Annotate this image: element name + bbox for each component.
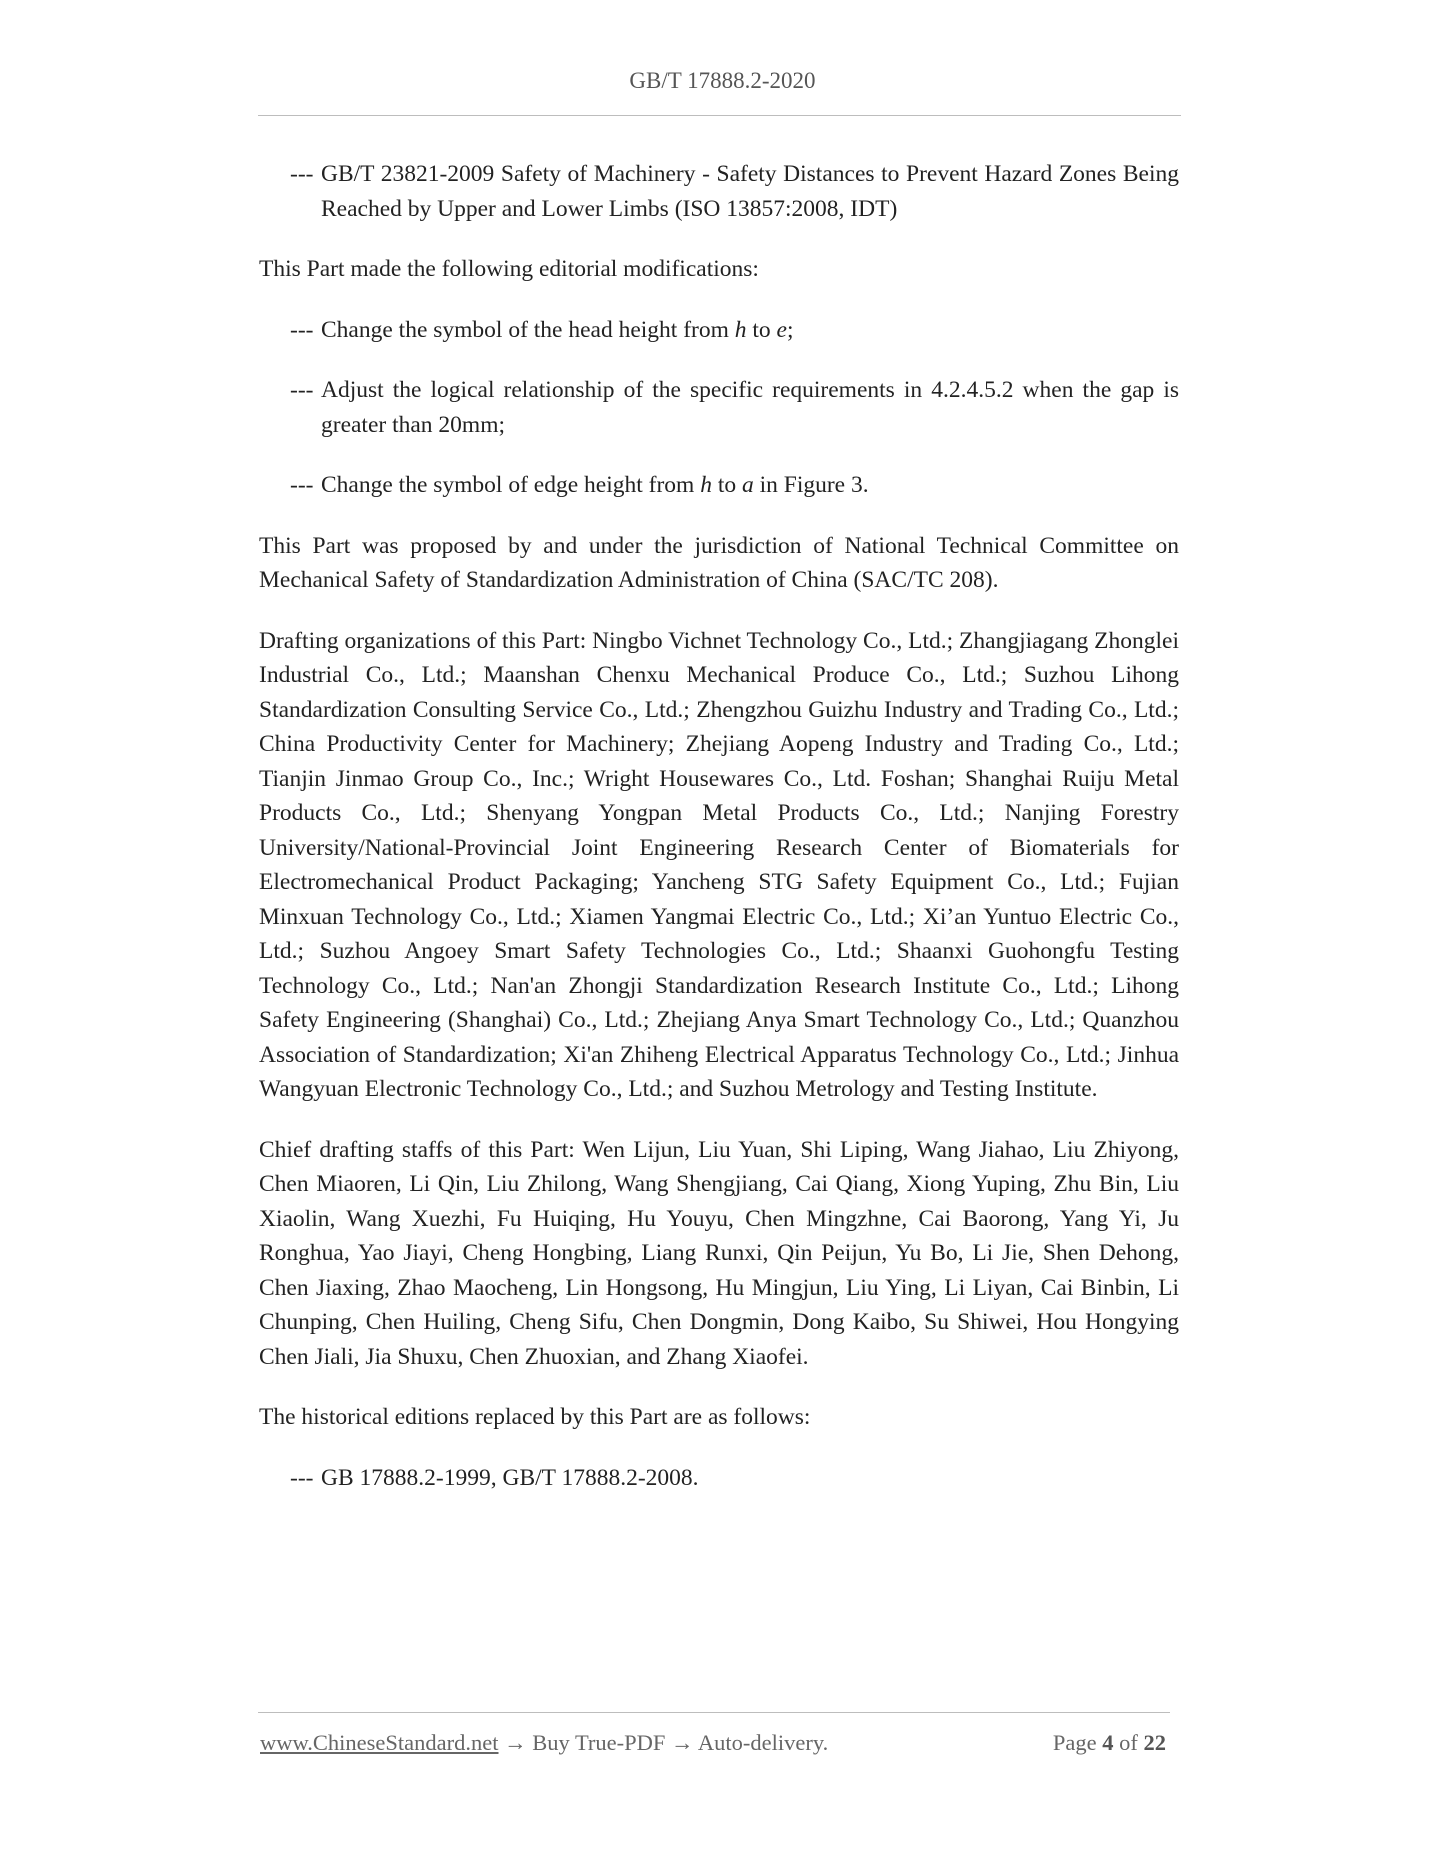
- chinesestandard-link[interactable]: www.ChineseStandard.net: [260, 1730, 499, 1755]
- document-body: [259, 157, 1179, 1521]
- total-pages-number: 22: [1143, 1730, 1166, 1755]
- list-dash: ---: [290, 316, 314, 343]
- paragraph-drafting-staffs: Chief drafting staffs of this Part: Wen Lijun, Liu Yuan, Shi Liping, Wang Jiahao, Liu Zhiyong, Chen Miaoren, Li Qin, Liu Zhilong, Wang Shengjiang, Cai Qiang, Xiong Yuping, Zhu Bin, Liu Xiaolin, Wang Xuezhi, Fu Huiqing, Hu Youyu, Chen Mingzhne, Cai Baorong, Yang Yi, Ju Ronghua, Yao Jiayi, Cheng Hongbing, Liang Runxi, Qin Peijun, Yu Bo, Li Jie, Shen Dehong, Chen Jiaxing, Zhao Maocheng, Lin Hongsong, Hu Mingjun, Liu Ying, Li Liyan, Cai Binbin, Li Chunping, Chen Huiling, Cheng Sifu, Chen Dongmin, Dong Kaibo, Su Shiwei, Hou Hongying Chen Jiali, Jia Shuxu, Chen Zhuoxian, and Zhang Xiaofei.: [259, 1136, 1179, 1370]
- list-item-text: to: [746, 316, 777, 343]
- symbol-e: e: [776, 316, 787, 343]
- page-header-title: GB/T 17888.2-2020: [629, 68, 816, 93]
- list-item-referenced-standard: [259, 157, 1179, 226]
- page-counter: [1053, 1730, 1166, 1756]
- paragraph-proposed-by: This Part was proposed by and under the jurisdiction of National Technical Committee on Mechanical Safety of Standardization Administration of China (SAC/TC 208).: [259, 532, 1179, 593]
- header-divider: [258, 115, 1181, 116]
- list-item-head-height: [259, 313, 1179, 348]
- list-item-text: ;: [786, 316, 794, 343]
- list-item-text: GB 17888.2-1999, GB/T 17888.2-2008.: [321, 1464, 699, 1491]
- footer-promo: [260, 1730, 828, 1756]
- of-label: of: [1119, 1730, 1138, 1755]
- paragraph-editorial-intro: This Part made the following editorial modifications:: [259, 256, 759, 282]
- symbol-h: h: [700, 472, 712, 498]
- paragraph-drafting-organizations: Drafting organizations of this Part: Ningbo Vichnet Technology Co., Ltd.; Zhangjiagang Zhonglei Industrial Co., Ltd.; Maanshan Chenxu Mechanical Produce Co., Ltd.; Suzhou Lihong Standardization Consulting Service Co., Ltd.; Zhengzhou Guizhu Industry and Trading Co., Ltd.; China Productivity Center for Machinery; Zhejiang Aopeng Industry and Trading Co., Ltd.; Tianjin Jinmao Group Co., Inc.; Wright Housewares Co., Ltd. Foshan; Shanghai Ruiju Metal Products Co., Ltd.; Shenyang Yongpan Metal Products Co., Ltd.; Nanjing Forestry University/National-Provincial Joint Engineering Research Center of Biomaterials for Electromechanical Product Packaging; Yancheng STG Safety Equipment Co., Ltd.; Fujian Minxuan Technology Co., Ltd.; Xiamen Yangmai Electric Co., Ltd.; Xi’an Yuntuo Electric Co., Ltd.; Suzhou Angoey Smart Safety Technologies Co., Ltd.; Shaanxi Guohongfu Testing Technology Co., Ltd.; Nan'an Zhongji Standardization Research Institute Co., Ltd.; Lihong Safety Engineering (Shanghai) Co., Ltd.; Zhejiang Anya Smart Technology Co., Ltd.; Quanzhou Association of Standardization; Xi'an Zhiheng Electrical Apparatus Technology Co., Ltd.; Jinhua Wangyuan Electronic Technology Co., Ltd.; and Suzhou Metrology and Testing Institute.: [259, 627, 1179, 1102]
- list-item-text: in Figure 3.: [753, 472, 869, 498]
- list-item-logical-relationship: [259, 373, 1179, 442]
- symbol-a: a: [741, 472, 754, 498]
- symbol-h: h: [734, 316, 747, 343]
- list-item-text: to: [711, 472, 742, 498]
- list-item-historical-editions: [259, 1461, 1179, 1496]
- list-dash: ---: [290, 377, 314, 403]
- page-footer: [260, 1730, 1170, 1764]
- current-page-number: 4: [1102, 1730, 1114, 1755]
- list-item-text: Change the symbol of edge height from: [321, 472, 701, 498]
- footer-divider: [258, 1712, 1170, 1713]
- list-item-text: Adjust the logical relationship of the specific requirements in 4.2.4.5.2 when the gap is greater than 20mm;: [321, 377, 1179, 438]
- list-dash: ---: [290, 472, 314, 498]
- list-item-text: Change the symbol of the head height from: [321, 316, 735, 343]
- list-item-text: GB/T 23821-2009 Safety of Machinery - Safety Distances to Prevent Hazard Zones Being Reached by Upper and Lower Limbs (ISO 13857:2008, IDT): [321, 161, 1179, 222]
- list-dash: ---: [290, 161, 314, 187]
- list-item-edge-height: [259, 468, 1179, 503]
- footer-promo-text: → Buy True-PDF → Auto-delivery.: [498, 1730, 829, 1755]
- paragraph-historical-editions: The historical editions replaced by this Part are as follows:: [259, 1404, 811, 1430]
- list-dash: ---: [290, 1464, 314, 1491]
- page-label: Page: [1052, 1730, 1097, 1755]
